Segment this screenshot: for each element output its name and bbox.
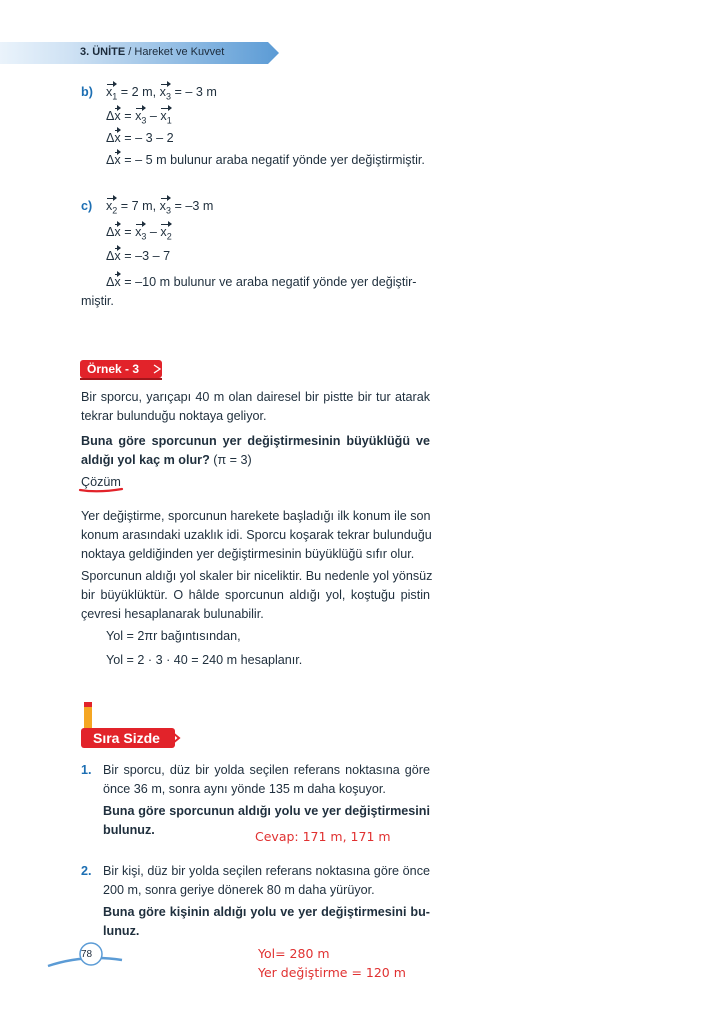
solution-label: Çözüm (81, 475, 121, 489)
example-badge (80, 360, 170, 380)
solution-line-5: bir büyüklüktür. O hâlde sporcunun aldığı yol, koştuğu pistin (81, 588, 430, 602)
part-b-line-2: $\Delta x = x_3 - x_1$ (106, 108, 172, 129)
part-b-line-4: Δx = – 5 m bulunur araba negatif yönde yer değiştirmiştir. (106, 153, 425, 167)
q1-line-2: önce 36 m, sonra aynı yönde 135 m daha koşuyor. (103, 782, 386, 796)
solution-line-2: konum arasındaki uzaklık idi. Sporcu koşarak tekrar bulunduğu (81, 528, 432, 542)
q1-line-1: Bir sporcu, düz bir yolda seçilen referans noktasına göre (103, 763, 430, 777)
q2-handwritten-answer-2: Yer değiştirme = 120 m (258, 965, 406, 980)
q2-bold-line-2: lunuz. (103, 924, 140, 938)
part-b-line-1: $x_1 = 2$ m, $x_3$ = – 3 m (106, 84, 217, 105)
example-badge-label: Örnek - 3 (87, 362, 140, 376)
part-b-label: b) (81, 85, 93, 99)
formula-line-1: Yol = 2πr bağıntısından, (106, 629, 241, 643)
example-bold-line-1: Buna göre sporcunun yer değiştirmesinin büyüklüğü ve (81, 434, 430, 448)
q2-number: 2. (81, 864, 92, 878)
formula-line-2: Yol = 2 · 3 · 40 = 240 m hesaplanır. (106, 653, 303, 667)
page-number-badge (44, 940, 124, 972)
part-c-line-5: miştir. (81, 294, 114, 308)
sira-sizde-badge (74, 700, 184, 752)
example-bold-line-2: aldığı yol kaç m olur? (π = 3) (81, 453, 252, 467)
q1-bold-line-1: Buna göre sporcunun aldığı yolu ve yer değiştirmesini (103, 804, 430, 818)
q1-number: 1. (81, 763, 92, 777)
q1-bold-line-2: bulunuz. (103, 823, 155, 837)
q2-line-1: Bir kişi, düz bir yolda seçilen referans noktasına göre önce (103, 864, 430, 878)
header-band (0, 42, 272, 64)
part-c-line-2: $\Delta x = x_3 - x_2$ (106, 224, 172, 245)
q2-line-2: 200 m, sonra geriye dönerek 80 m daha yürüyor. (103, 883, 375, 897)
part-c-line-1: $x_2 = 7$ m, $x_3 = -3$ m (106, 198, 213, 219)
unit-label: 3. ÜNİTE (80, 46, 126, 58)
part-c-line-4: Δx = –10 m bulunur ve araba negatif yönde yer değiştir- (106, 275, 417, 289)
unit-title: / Hareket ve Kuvvet (128, 46, 225, 58)
part-c-line-3: Δx = –3 – 7 (106, 249, 171, 263)
q2-bold-line-1: Buna göre kişinin aldığı yolu ve yer değiştirmesini bu- (103, 905, 430, 919)
part-c-label: c) (81, 199, 93, 213)
part-b-line-3: Δx = – 3 – 2 (106, 131, 174, 145)
sira-sizde-label: Sıra Sizde (93, 730, 160, 746)
solution-line-4: Sporcunun aldığı yol skaler bir niceliktir. Bu nedenle yol yönsüz (81, 569, 433, 583)
example-question-line-1: Bir sporcu, yarıçapı 40 m olan dairesel bir pistte bir tur atarak (81, 390, 430, 404)
solution-underline (78, 486, 126, 494)
solution-line-1: Yer değiştirme, sporcunun harekete başladığı ilk konum ile son (81, 509, 431, 523)
solution-line-3: noktaya geldiğinden yer değiştirmesinin büyüklüğü sıfır olur. (81, 547, 415, 561)
page-number: 78 (81, 949, 93, 960)
example-question-line-2: tekrar bulunduğu noktaya geliyor. (81, 409, 267, 423)
solution-line-6: çevresi hesaplanarak bulunabilir. (81, 607, 264, 621)
q1-handwritten-answer: Cevap: 171 m, 171 m (255, 829, 391, 844)
q2-handwritten-answer-1: Yol= 280 m (258, 946, 330, 961)
